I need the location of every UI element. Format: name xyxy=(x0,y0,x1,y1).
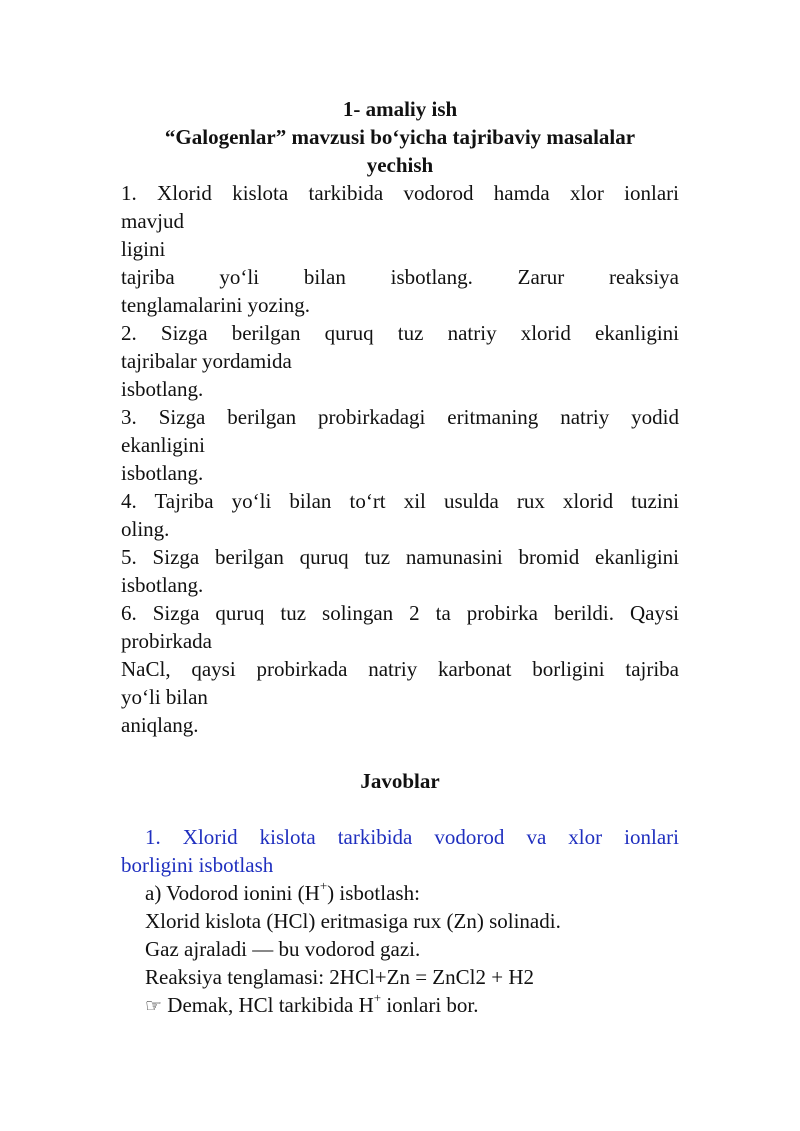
task-line: 1. Xlorid kislota tarkibida vodorod hamda xlor ionlari xyxy=(121,181,679,205)
answer-1-heading-line1: 1. Xlorid kislota tarkibida vodorod va xlor ionlari xyxy=(145,825,679,849)
task-line: ligini xyxy=(121,237,166,261)
task-list xyxy=(121,179,679,739)
task-item xyxy=(121,487,679,543)
task-line: isbotlang. xyxy=(121,573,204,597)
task-item xyxy=(121,599,679,739)
answers-heading: Javoblar xyxy=(360,769,440,793)
page-title: 1- amaliy ish xyxy=(342,97,458,121)
task-line: isbotlang. xyxy=(121,461,204,485)
task-line: ekanligini xyxy=(121,433,205,457)
page-subtitle-line2: yechish xyxy=(366,153,434,177)
task-line: isbotlang. xyxy=(121,377,204,401)
task-line: yo‘li bilan xyxy=(121,685,208,709)
task-line: 6. Sizga quruq tuz solingan 2 ta probirka berildi. Qaysi xyxy=(121,601,679,625)
conclusion-sup: + xyxy=(373,990,382,1005)
answer-1-heading-line2: borligini isbotlash xyxy=(121,853,274,877)
task-line: NaCl, qaysi probirkada natriy karbonat borligini tajriba xyxy=(121,657,679,681)
task-line: 4. Tajriba yo‘li bilan to‘rt xil usulda rux xlorid tuzini xyxy=(121,489,679,513)
task-line: tenglamalarini yozing. xyxy=(121,293,310,317)
step-a-prefix: a) Vodorod ionini (H xyxy=(145,881,320,905)
page-subtitle-line1: “Galogenlar” mavzusi bo‘yicha tajribaviy masalalar xyxy=(164,125,636,149)
task-line: probirkada xyxy=(121,629,212,653)
answer-1-line2: Xlorid kislota (HCl) eritmasiga rux (Zn) solinadi. xyxy=(145,909,561,933)
task-line: tajriba yo‘li bilan isbotlang. Zarur reaksiya xyxy=(121,265,679,289)
conclusion-prefix: Demak, HCl tarkibida H xyxy=(162,993,374,1017)
answer-1-line3: Gaz ajraladi — bu vodorod gazi. xyxy=(145,937,421,961)
task-line: mavjud xyxy=(121,209,184,233)
document-page xyxy=(121,95,679,1020)
task-line: oling. xyxy=(121,517,170,541)
task-line: 2. Sizga berilgan quruq tuz natriy xlorid ekanligini xyxy=(121,321,679,345)
task-item xyxy=(121,403,679,487)
task-item xyxy=(121,179,679,319)
conclusion-suffix: ionlari bor. xyxy=(381,993,479,1017)
task-line: 3. Sizga berilgan probirkadagi eritmaning natriy yodid xyxy=(121,405,679,429)
task-line: aniqlang. xyxy=(121,713,199,737)
step-a-suffix: ) isbotlash: xyxy=(327,881,420,905)
answer-1-line4: Reaksiya tenglamasi: 2HCl+Zn = ZnCl2 + H2 xyxy=(145,965,534,989)
task-item xyxy=(121,543,679,599)
pointing-hand-icon: ☞ xyxy=(145,995,163,1017)
step-a-sup: + xyxy=(319,878,328,893)
task-line: tajribalar yordamida xyxy=(121,349,292,373)
task-line: 5. Sizga berilgan quruq tuz namunasini bromid ekanligini xyxy=(121,545,679,569)
task-item xyxy=(121,319,679,403)
answer-1-conclusion xyxy=(121,991,679,1020)
answer-1-step-a xyxy=(121,879,679,907)
answer-1 xyxy=(121,823,679,1020)
